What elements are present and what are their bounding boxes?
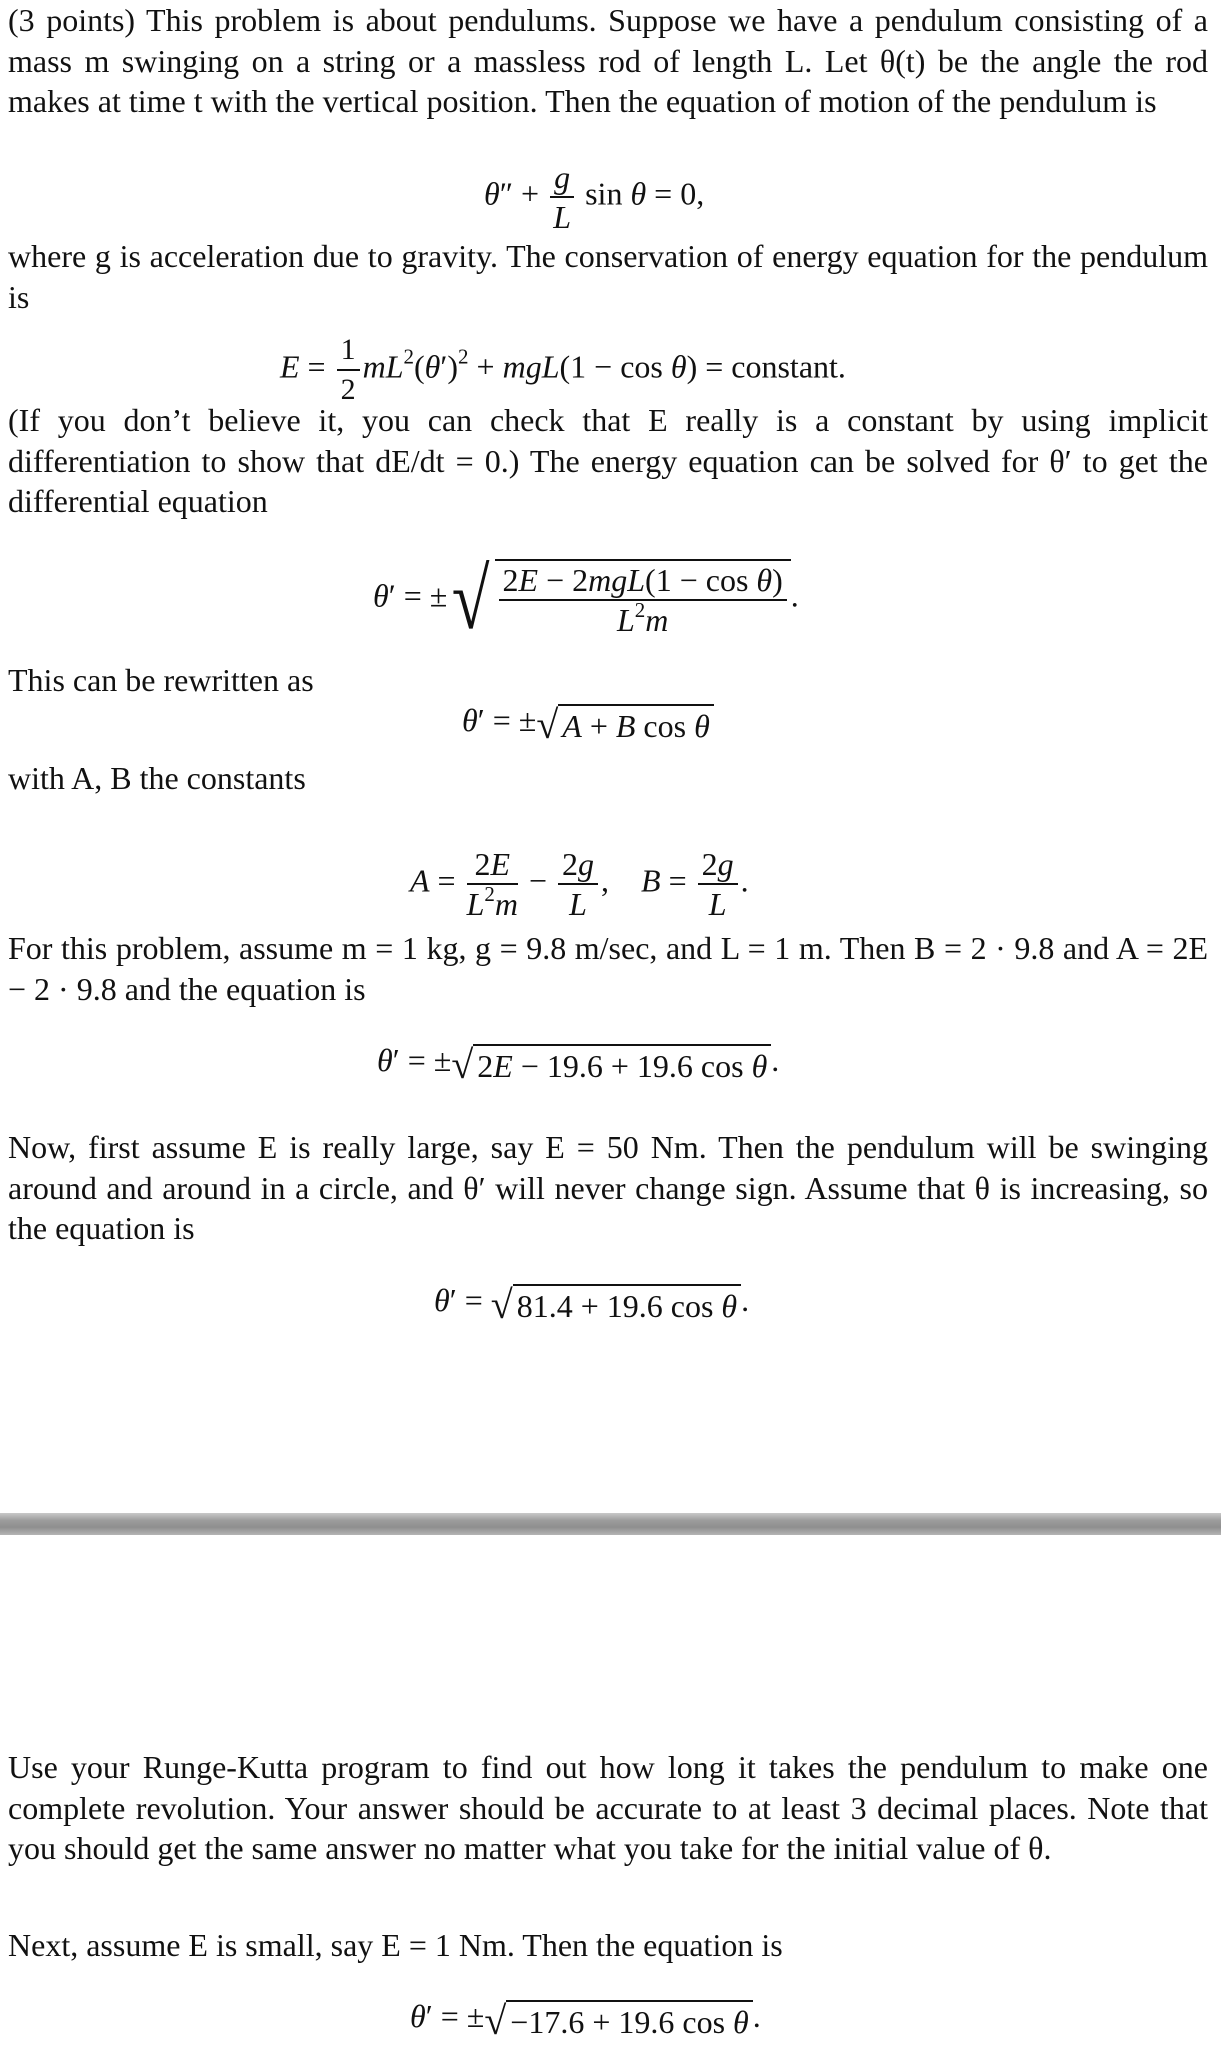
check-note-paragraph: (If you don’t believe it, you can check that E really is a constant by using implicit differentiation to show that dE/dt = 0.) The energy equation can be solved for θ′ to get the differential equation — [8, 402, 1208, 519]
assume-values-paragraph: For this problem, assume m = 1 kg, g = 9.8 m/sec, and L = 1 m. Then B = 2 · 9.8 and A = 2E − 2 · 9.8 and the equation is — [8, 930, 1208, 1007]
energy-intro-paragraph: where g is acceleration due to gravity. The conservation of energy equation for the pendulum is — [8, 238, 1208, 315]
problem-page: (3 points) This problem is about pendulums. Suppose we have a pendulum consisting of a mass m swinging on a string or a massless rod of length L. Let θ(t) be the angle the rod makes at time t with the vertical position. Then the equation of motion of the pendulum is θ″ + $\frac{g}{L}$ sin θ = 0, where g is acceleration due to gravity. The conservation of energy equation for the pendulum is E = $\frac{1}{2}$ $mL^2(\theta')^2 + mgL(1 - \cos \theta)$ = constant. (If you don’t believe it, you can check that E really is a constant by using implicit differentiation to show that dE/dt = 0.) The energy equation can be solved for θ′ to get the differential equation θ′ = ±√ $\frac{\text{2E − 2mgL(1 − cos θ)}}{L^2m}$ . This can be rewritten as θ′ = ±√ A + B cos θ with A, B the constants A = $\frac{2E}{L^2m}$ − $\frac{2g}{L}$ , B = $\frac{2g}{L}$ . For this problem, assume m = 1 kg, g = 9.8 m/sec, and L = 1 m. Then B = 2 · 9.8 and A = 2E − 2 · 9.8 and the equation is θ′ = ±√ 2E − 19.6 + 19.6 cos θ . Now, first assume E is really large, say E = 50 Nm. Then the pendulum will be swinging around and around in a circle, and θ′ will never change sign. Assume that θ is increasing, so the equation is θ′ = √ 81.4 + 19.6 cos θ . Use your Runge-Kutta program to find out how long it takes the pendulum to make one complete revolution. Your answer should be accurate to at least 3 decimal places. Note that you should get the same answer no matter what you take for the initial value of θ. Next, assume E is small, say E = 1 Nm. Then the equation is θ′ = ±√ −17.6 + 19.6 cos θ . — [0, 0, 1221, 2046]
constants-intro-paragraph: with A, B the constants — [8, 760, 306, 796]
runge-kutta-paragraph: Use your Runge-Kutta program to find out how long it takes the pendulum to make one complete revolution. Your answer should be accurate to at least 3 decimal places. Note that you should get the same answer no matter what you take for the initial value of θ. — [8, 1749, 1208, 1866]
rewritten-paragraph: This can be rewritten as — [8, 662, 314, 698]
large-energy-paragraph: Now, first assume E is really large, say E = 50 Nm. Then the pendulum will be swinging around and around in a circle, and θ′ will never change sign. Assume that θ is increasing, so the equation is — [8, 1129, 1208, 1246]
small-energy-paragraph: Next, assume E is small, say E = 1 Nm. Then the equation is — [8, 1927, 783, 1963]
intro-paragraph: (3 points) This problem is about pendulums. Suppose we have a pendulum consisting of a mass m swinging on a string or a massless rod of length L. Let θ(t) be the angle the rod makes at time t with the vertical position. Then the equation of motion of the pendulum is — [8, 2, 1208, 119]
section-divider — [0, 1513, 1221, 1535]
